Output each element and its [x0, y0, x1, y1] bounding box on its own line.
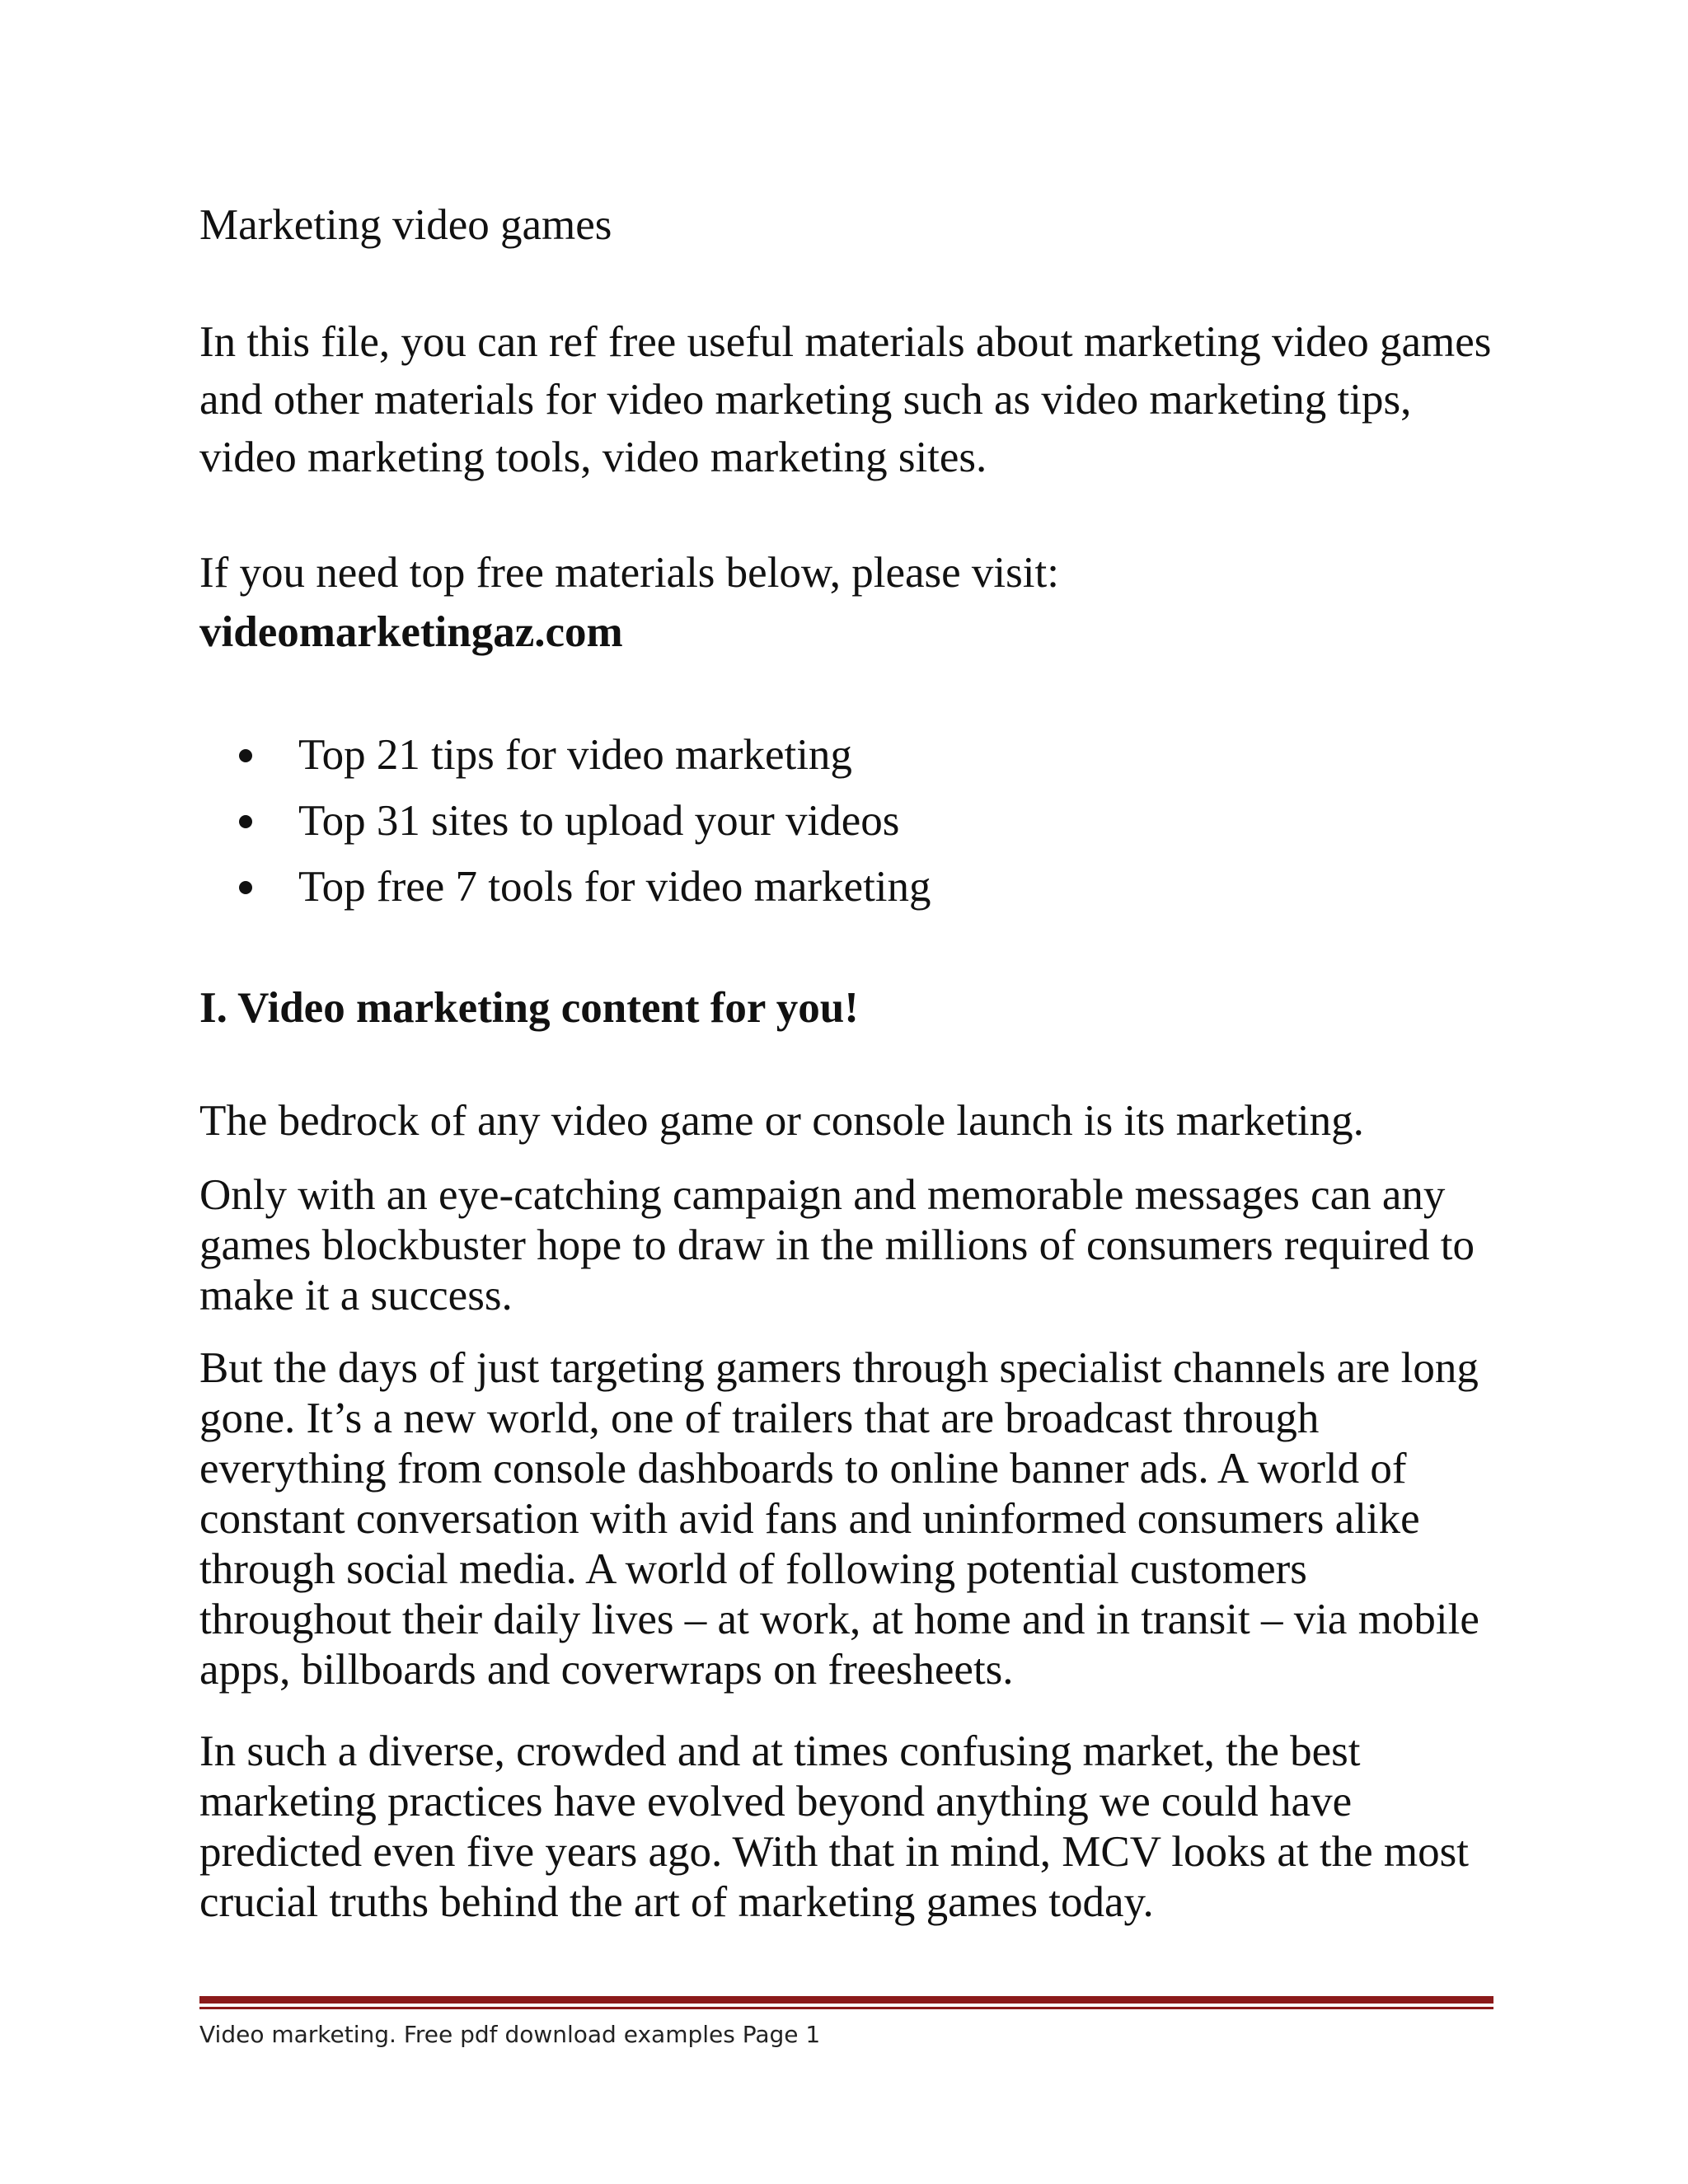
bullet-list [199, 722, 931, 920]
bullet-icon [239, 815, 252, 828]
bullet-icon [239, 881, 252, 894]
bullet-icon [239, 749, 252, 762]
document-title: Marketing video games [199, 201, 612, 249]
body-paragraph: In such a diverse, crowded and at times confusing market, the best marketing practices have evolved beyond anything we could have predicted even five years ago. With that in mind, MCV looks at the most crucial truths behind the art of marketing games today. [199, 1727, 1469, 1926]
body-paragraph: But the days of just targeting gamers through specialist channels are long gone. It’s a new world, one of trailers that are broadcast through everything from console dashboards to online banner ads. A world of constant conversation with avid fans and uninformed consumers alike through social media. A world of following potential customers throughout their daily lives – at work, at home and in transit – via mobile apps, billboards and coverwraps on freesheets. [199, 1344, 1479, 1694]
section-heading: I. Video marketing content for you! [199, 984, 859, 1032]
visit-paragraph: If you need top free materials below, please visit: [199, 549, 1059, 597]
list-item-text: Top free 7 tools for video marketing [298, 863, 931, 911]
site-link[interactable]: videomarketingaz.com [199, 608, 623, 656]
list-item [199, 722, 931, 788]
footer-text: Video marketing. Free pdf download examples Page 1 [199, 2021, 821, 2048]
list-item [199, 854, 931, 920]
list-item-text: Top 31 sites to upload your videos [298, 797, 900, 845]
body-paragraph: The bedrock of any video game or console launch is its marketing. [199, 1097, 1364, 1145]
body-paragraph: Only with an eye-catching campaign and memorable messages can any games blockbuster hope to draw in the millions of consumers required to make it a success. [199, 1171, 1475, 1319]
list-item [199, 788, 931, 854]
footer-rule-thin [199, 2007, 1493, 2009]
footer-rule [199, 1996, 1493, 2004]
intro-paragraph: In this file, you can ref free useful materials about marketing video games and other materials for video marketing such as video marketing tips, video marketing tools, video marketing sites. [199, 318, 1492, 481]
list-item-text: Top 21 tips for video marketing [298, 731, 852, 779]
